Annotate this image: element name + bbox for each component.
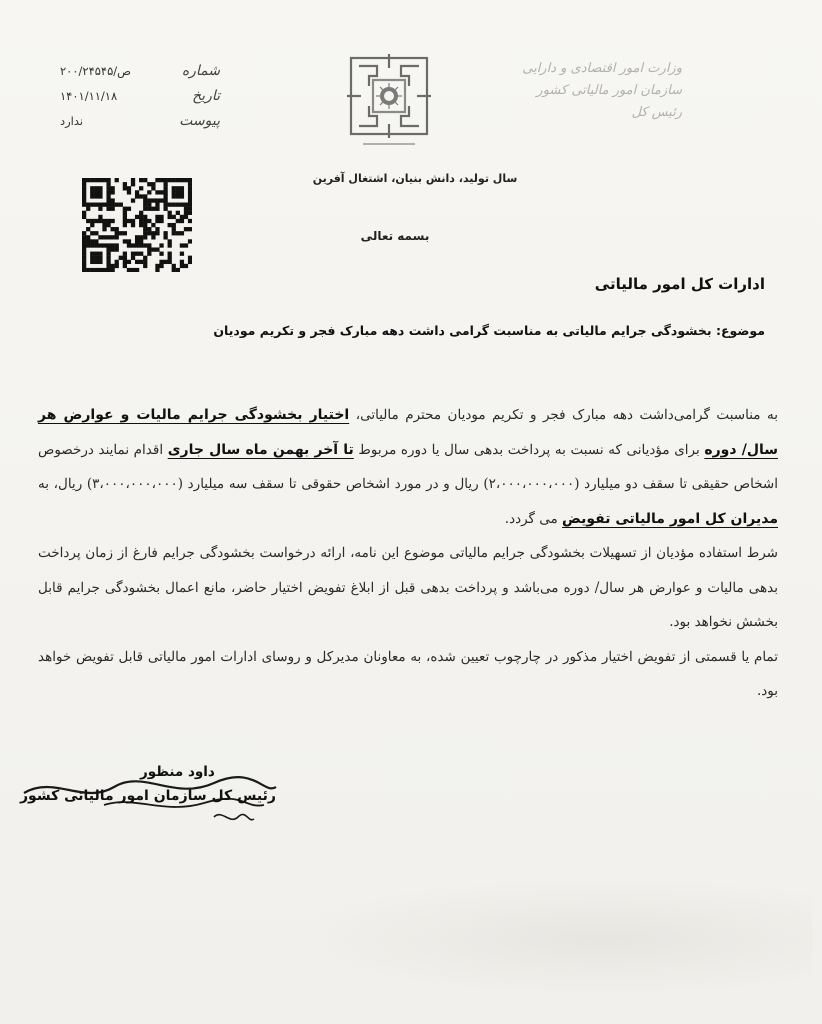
basmala: بسمه تعالی <box>360 229 430 243</box>
letter-date: ۱۴۰۱/۱۱/۱۸ <box>60 89 118 103</box>
letter-date-label: تاریخ <box>192 88 220 104</box>
tax-organization-emblem-icon <box>343 50 435 156</box>
ministry-line: وزارت امور اقتصادی و دارایی <box>522 61 682 76</box>
p1-end: می گردد. <box>504 510 558 527</box>
addressee: ادارات کل امور مالیاتی <box>594 275 765 293</box>
ministry-line: سازمان امور مالیاتی کشور <box>536 83 682 98</box>
letter-number-label: شماره <box>181 63 220 79</box>
p1-condition: برای مؤدیانی که نسبت به پرداخت بدهی سال یا دوره مربوط <box>358 441 700 458</box>
signatory-title: رئیس کل سازمان امور مالیاتی کشور <box>20 788 276 804</box>
p1-intro: به مناسبت گرامی‌داشت دهه مبارک فجر و تکریم مودیان محترم مالیاتی، <box>355 407 778 423</box>
paragraph-3: تمام یا قسمتی از تفویض اختیار مذکور در چارچوب تعیین شده، به معاونان مدیرکل و روسای ادارات امور مالیاتی قابل تفویض خواهد بود. <box>38 648 778 699</box>
letter-meta <box>60 62 220 137</box>
p1-delegate: مدیران کل امور مالیاتی تفویض <box>562 510 778 527</box>
letter-number: ۲۰۰/۲۴۵۴۵/ص <box>60 64 132 78</box>
p1-authority: اختیار بخشودگی جرایم مالیات و عوارض هر سال/ دوره <box>38 407 779 458</box>
ministry-heading <box>482 58 682 124</box>
subject-line: موضوع: بخشودگی جرایم مالیاتی به مناسبت گرامی داشت دهه مبارک فجر و تکریم مودیان <box>213 323 765 338</box>
attachment-label: پیوست <box>179 113 220 129</box>
paragraph-1 <box>38 398 778 536</box>
ministry-line: رئیس کل <box>631 105 682 120</box>
signatory-name: داود منظور <box>140 764 215 780</box>
p1-deadline: تا آخر بهمن ماه سال جاری <box>167 441 354 458</box>
qr-code-icon <box>82 178 192 272</box>
letter-body <box>38 398 778 709</box>
p1-limits: اقدام نمایند درخصوص اشخاص حقیقی تا سقف دو میلیارد (۲،۰۰۰،۰۰۰،۰۰۰) ریال و در مورد اشخاص حقوقی تا سقف سه میلیارد (۳،۰۰۰،۰۰۰،۰۰۰) ریال، به <box>38 441 778 492</box>
attachment-value: ندارد <box>60 114 84 128</box>
paper-smudge <box>292 878 812 998</box>
year-slogan: سال تولید، دانش بنیان، اشتغال آفرین <box>312 172 518 185</box>
paragraph-2: شرط استفاده مؤدیان از تسهیلات بخشودگی جرایم مالیاتی موضوع این نامه، ارائه درخواست بخشودگی جرایم فارغ از زمان پرداخت بدهی مالیات و عوارض هر سال/ دوره می‌باشد و پرداخت بدهی قبل از ابلاغ تفویض اختیار حاضر، مانع اعمال بخشودگی جرایم قابل بخشش نخواهد بود. <box>38 545 778 630</box>
